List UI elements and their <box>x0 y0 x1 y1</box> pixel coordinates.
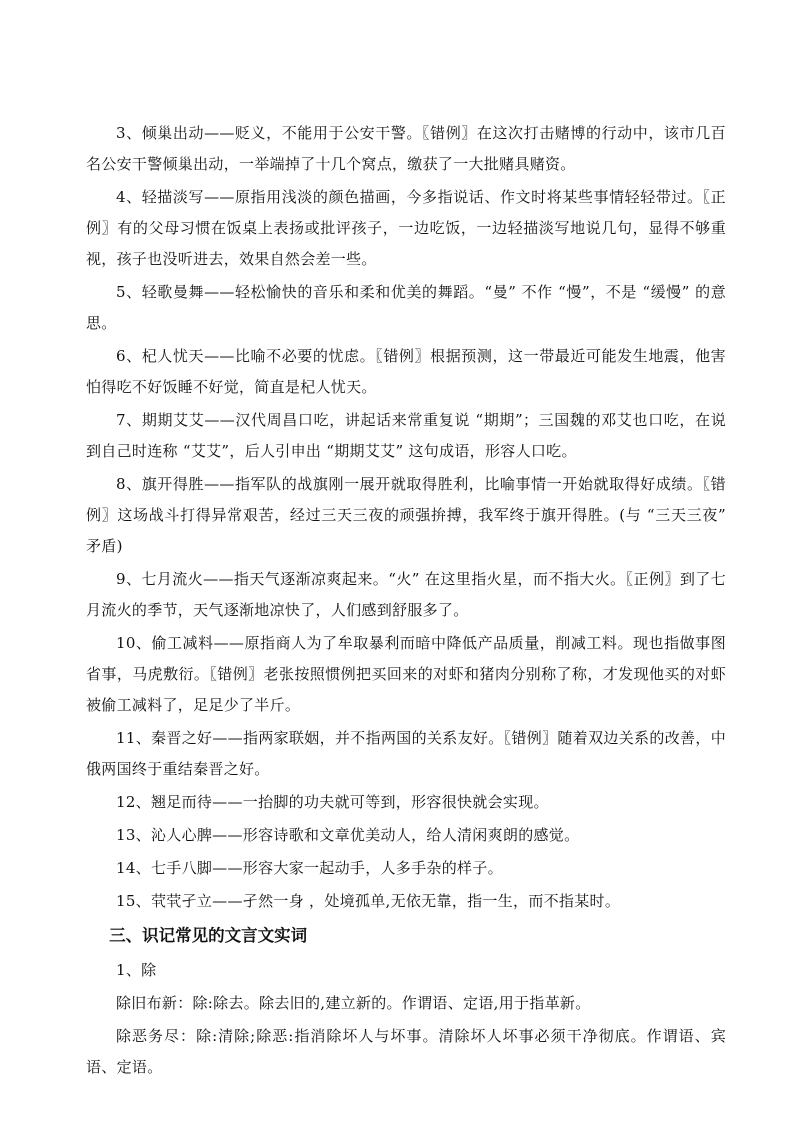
section-item-title: 1、除 <box>116 961 157 979</box>
idiom-paragraph-10: 10、偷工减料——原指商人为了牟取暴利而暗中降低产品质量，削减工料。现也指做事图省事，马虎敷衍。〖错例〗老张按照惯例把买回来的对虾和猪肉分别称了称，才发现他买的对虾被偷工减料了，足足少了半斤。 <box>86 634 726 714</box>
idiom-paragraph-3: 3、倾巢出动——贬义，不能用于公安干警。〖错例〗在这次打击赌博的行动中，该市几百名公安干警倾巢出动，一举端掉了十几个窝点，缴获了一大批赌具赌资。 <box>86 124 726 173</box>
idiom-paragraph-9: 9、七月流火——指天气逐渐凉爽起来。“火” 在这里指火星，而不指大火。〖正例〗到了七月流火的季节，天气逐渐地凉快了，人们感到舒服多了。 <box>86 570 726 619</box>
idiom-paragraph-6: 6、杞人忧天——比喻不必要的忧虑。〖错例〗根据预测，这一带最近可能发生地震，他害怕得吃不好饭睡不好觉，简直是杞人忧天。 <box>86 347 726 396</box>
section-heading: 三、识记常见的文言文实词 <box>109 926 308 945</box>
idiom-paragraph-4: 4、轻描淡写——原指用浅淡的颜色描画，今多指说话、作文时将某些事情轻轻带过。〖正例〗有的父母习惯在饭桌上表扬或批评孩子，一边吃饭，一边轻描淡写地说几句，显得不够重视，孩子也没听进去，效果自然会差一些。 <box>86 188 726 268</box>
idiom-paragraph-11: 11、秦晋之好——指两家联姻，并不指两国的关系友好。〖错例〗随着双边关系的改善，中俄两国终于重结秦晋之好。 <box>86 729 726 778</box>
idiom-paragraph-12: 12、翘足而待——一抬脚的功夫就可等到，形容很快就会实现。 <box>116 793 549 811</box>
document-content <box>86 118 726 1085</box>
idiom-paragraph-13: 13、沁人心脾——形容诗歌和文章优美动人，给人清闲爽朗的感觉。 <box>116 826 580 844</box>
idiom-paragraph-8: 8、旗开得胜——指军队的战旗刚一展开就取得胜利，比喻事情一开始就取得好成绩。〖错例〗这场战斗打得异常艰苦，经过三天三夜的顽强拚搏，我军终于旗开得胜。(与 “三天三夜” 矛盾) <box>86 475 726 555</box>
idiom-paragraph-14: 14、七手八脚——形容大家一起动手，人多手杂的样子。 <box>116 859 503 877</box>
definition-paragraph-2: 除恶务尽：除:清除;除恶:指消除坏人与坏事。清除坏人坏事必须干净彻底。作谓语、宾语、定语。 <box>86 1027 726 1076</box>
idiom-paragraph-5: 5、轻歌曼舞——轻松愉快的音乐和柔和优美的舞蹈。“曼” 不作 “慢”，不是 “缓慢” 的意思。 <box>86 283 726 332</box>
definition-paragraph-1: 除旧布新：除:除去。除去旧的,建立新的。作谓语、定语,用于指革新。 <box>116 994 591 1012</box>
idiom-paragraph-7: 7、期期艾艾——汉代周昌口吃，讲起话来常重复说 “期期”；三国魏的邓艾也口吃，在说到自己时连称 “艾艾”，后人引申出 “期期艾艾” 这句成语，形容人口吃。 <box>86 411 726 460</box>
idiom-paragraph-15: 15、茕茕孑立——孑然一身 ，处境孤单,无依无靠，指一生，而不指某时。 <box>116 892 621 910</box>
